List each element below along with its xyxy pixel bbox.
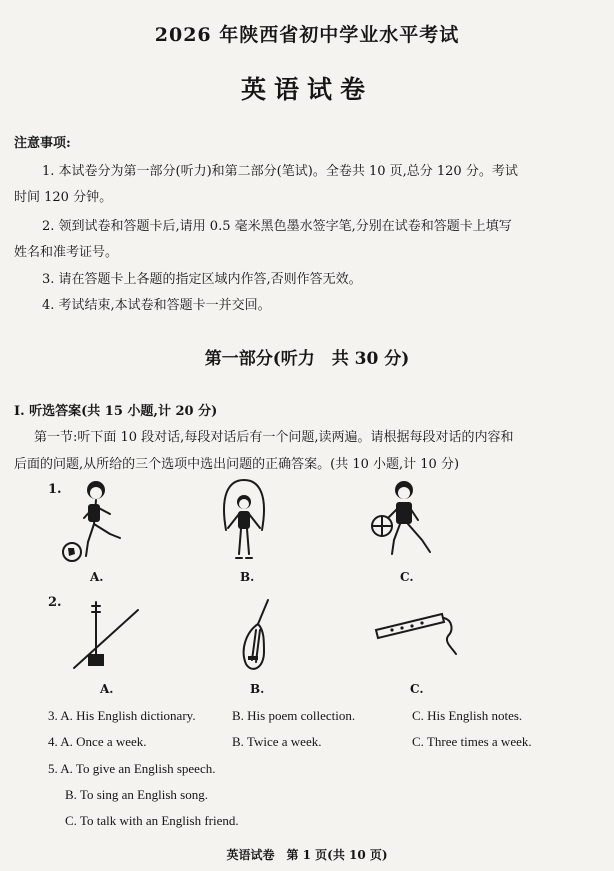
paper-title: 英语试卷 bbox=[240, 75, 373, 104]
boy-bouncing-basketball-icon bbox=[366, 478, 442, 568]
question-2-option-b: B. bbox=[250, 682, 265, 696]
notice-item-4: 4. 考试结束,本试卷和答题卡一并交回。 bbox=[42, 298, 271, 313]
section-heading: Ⅰ. 听选答案(共 15 小题,计 20 分) bbox=[14, 404, 218, 419]
instructions-line-1: 第一节:听下面 10 段对话,每段对话后有一个问题,读两遍。请根据每段对话的内容和 bbox=[34, 430, 514, 445]
question-4-option-b: B. Twice a week. bbox=[232, 734, 322, 749]
question-5-option-a: 5. A. To give an English speech. bbox=[48, 761, 216, 776]
notice-heading: 注意事项: bbox=[14, 136, 71, 151]
question-4-option-c: C. Three times a week. bbox=[412, 734, 532, 749]
notice-item-1: 1. 本试卷分为第一部分(听力)和第二部分(笔试)。全卷共 10 页,总分 120 分。考试 bbox=[42, 164, 518, 179]
notice-item-2-cont: 姓名和准考证号。 bbox=[14, 245, 119, 260]
question-5-option-b: B. To sing an English song. bbox=[65, 787, 208, 802]
bamboo-flute-icon bbox=[372, 606, 462, 666]
boy-kicking-football-icon bbox=[58, 478, 130, 568]
question-2-number: 2. bbox=[48, 595, 62, 610]
notice-item-3: 3. 请在答题卡上各题的指定区域内作答,否则作答无效。 bbox=[42, 272, 362, 287]
erhu-icon bbox=[66, 596, 146, 676]
notice-item-2: 2. 领到试卷和答题卡后,请用 0.5 毫米黑色墨水签字笔,分别在试卷和答题卡上填写 bbox=[42, 219, 512, 234]
question-3-option-c: C. His English notes. bbox=[412, 708, 523, 723]
question-1-option-a: A. bbox=[90, 570, 104, 584]
question-1-number: 1. bbox=[48, 482, 62, 497]
question-3-option-a: 3. A. His English dictionary. bbox=[48, 708, 196, 723]
question-2-option-c: C. bbox=[410, 682, 424, 696]
notice-item-1-cont: 时间 120 分钟。 bbox=[14, 190, 113, 205]
instructions-line-2: 后面的问题,从所给的三个选项中选出问题的正确答案。(共 10 小题,计 10 分) bbox=[14, 457, 460, 472]
question-2-option-a: A. bbox=[100, 682, 114, 696]
question-3-option-b: B. His poem collection. bbox=[232, 708, 356, 723]
question-5-option-c: C. To talk with an English friend. bbox=[65, 813, 239, 828]
pipa-icon bbox=[236, 596, 276, 676]
question-1-option-b: B. bbox=[240, 570, 255, 584]
exam-title: 2026 年陕西省初中学业水平考试 bbox=[154, 24, 460, 46]
question-1-option-c: C. bbox=[400, 570, 414, 584]
question-4-option-a: 4. A. Once a week. bbox=[48, 734, 147, 749]
page-footer: 英语试卷 第 1 页(共 10 页) bbox=[226, 848, 388, 862]
girl-skipping-rope-icon bbox=[214, 476, 274, 566]
part-one-title: 第一部分(听力 共 30 分) bbox=[204, 349, 410, 369]
